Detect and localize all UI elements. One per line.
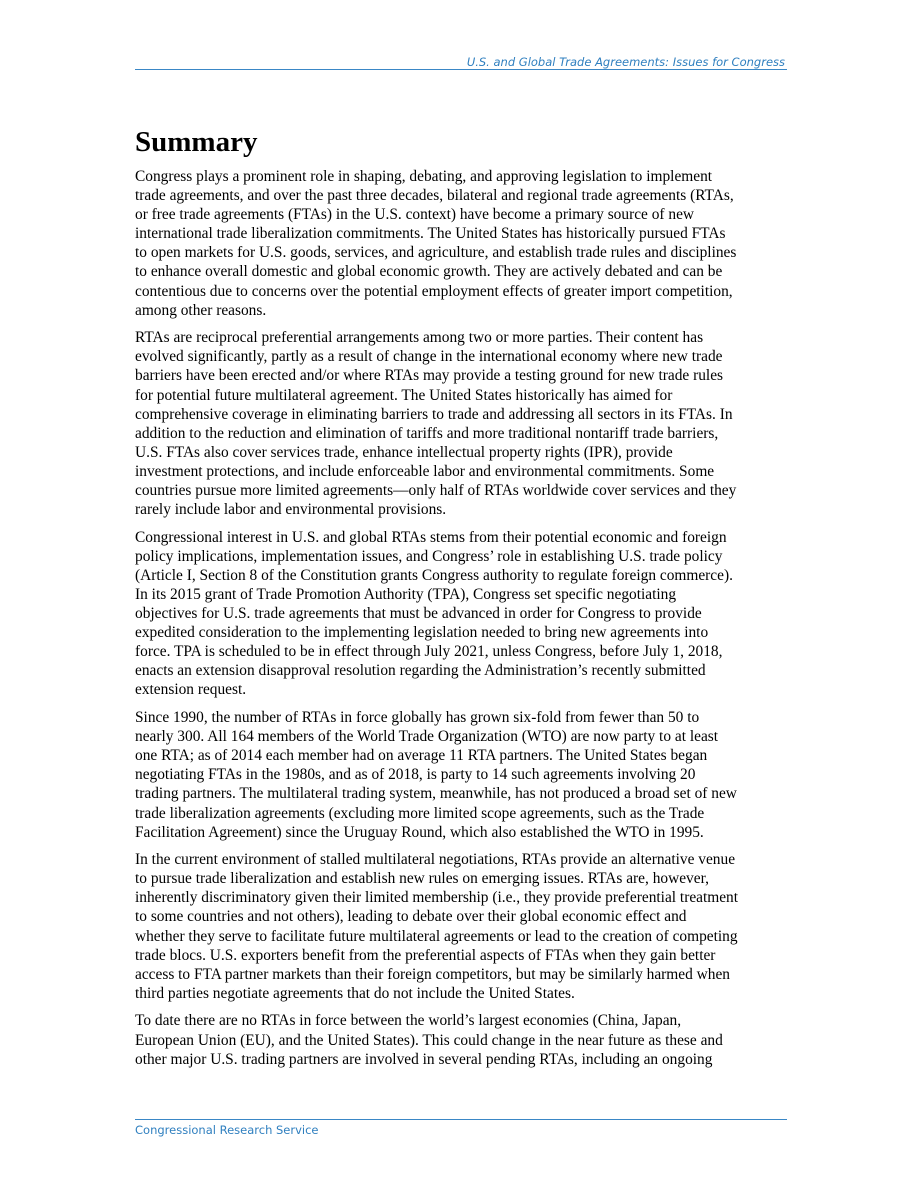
footer-rule [135,1119,787,1120]
summary-section [135,124,787,1077]
header-rule [135,69,787,70]
body-paragraph: To date there are no RTAs in force between the world’s largest economies (China, Japan, European Union (EU), and the United States). This could change in the near future as these and other major U.S. trading partners are involved in several pending RTAs, including an ongoing [135,1012,723,1068]
body-paragraph: In the current environment of stalled multilateral negotiations, RTAs provide an alternative venue to pursue trade liberalization and establish new rules on emerging issues. RTAs are, however, inherently discriminatory given their limited membership (i.e., they provide preferential treatment to some countries and not others), leading to debate over their global economic effect and whether they serve to facilitate future multilateral agreements or lead to the creation of competing trade blocs. U.S. exporters benefit from the preferential aspects of FTAs when they gain better access to FTA partner markets than their foreign competitors, but may be similarly harmed when third parties negotiate agreements that do not include the United States. [135,851,739,1002]
body-paragraph: RTAs are reciprocal preferential arrangements among two or more parties. Their content has evolved significantly, partly as a result of change in the international economy where new trade barriers have been erected and/or where RTAs may provide a testing ground for new trade rules for potential future multilateral agreement. The United States historically has aimed for comprehensive coverage in eliminating barriers to trade and addressing all sectors in its FTAs. In addition to the reduction and elimination of tariffs and more traditional nontariff trade barriers, U.S. FTAs also cover services trade, enhance intellectual property rights (IPR), provide investment protections, and include enforceable labor and environmental commitments. Some countries pursue more limited agreements—only half of RTAs worldwide cover services and they rarely include labor and environmental provisions. [135,329,737,519]
footer-organization: Congressional Research Service [135,1123,319,1137]
body-paragraph: Since 1990, the number of RTAs in force globally has grown six-fold from fewer than 50 to nearly 300. All 164 members of the World Trade Organization (WTO) are now party to at least one RTA; as of 2014 each member had on average 11 RTA partners. The United States began negotiating FTAs in the 1980s, and as of 2018, is party to 14 such agreements involving 20 trading partners. The multilateral trading system, meanwhile, has not produced a broad set of new trade liberalization agreements (excluding more limited scope agreements, such as the Trade Facilitation Agreement) since the Uruguay Round, which also established the WTO in 1995. [135,709,737,841]
body-paragraph: Congressional interest in U.S. and global RTAs stems from their potential economic and foreign policy implications, implementation issues, and Congress’ role in establishing U.S. trade policy (Article I, Section 8 of the Constitution grants Congress authority to regulate foreign commerce). In its 2015 grant of Trade Promotion Authority (TPA), Congress set specific negotiating objectives for U.S. trade agreements that must be advanced in order for Congress to provide expedited consideration to the implementing legislation needed to bring new agreements into force. TPA is scheduled to be in effect through July 2021, unless Congress, before July 1, 2018, enacts an extension disapproval resolution regarding the Administration’s recently submitted extension request. [135,528,733,699]
body-paragraph: Congress plays a prominent role in shaping, debating, and approving legislation to implement trade agreements, and over the past three decades, bilateral and regional trade agreements (RTAs, or free trade agreements (FTAs) in the U.S. context) have become a primary source of new international trade liberalization commitments. The United States has historically pursued FTAs to open markets for U.S. goods, services, and agriculture, and establish trade rules and disciplines to enhance overall domestic and global economic growth. They are actively debated and can be contentious due to concerns over the potential employment effects of greater import competition, among other reasons. [135,168,737,319]
section-title: Summary [135,126,258,158]
running-header-title: U.S. and Global Trade Agreements: Issues for Congress [466,55,785,69]
